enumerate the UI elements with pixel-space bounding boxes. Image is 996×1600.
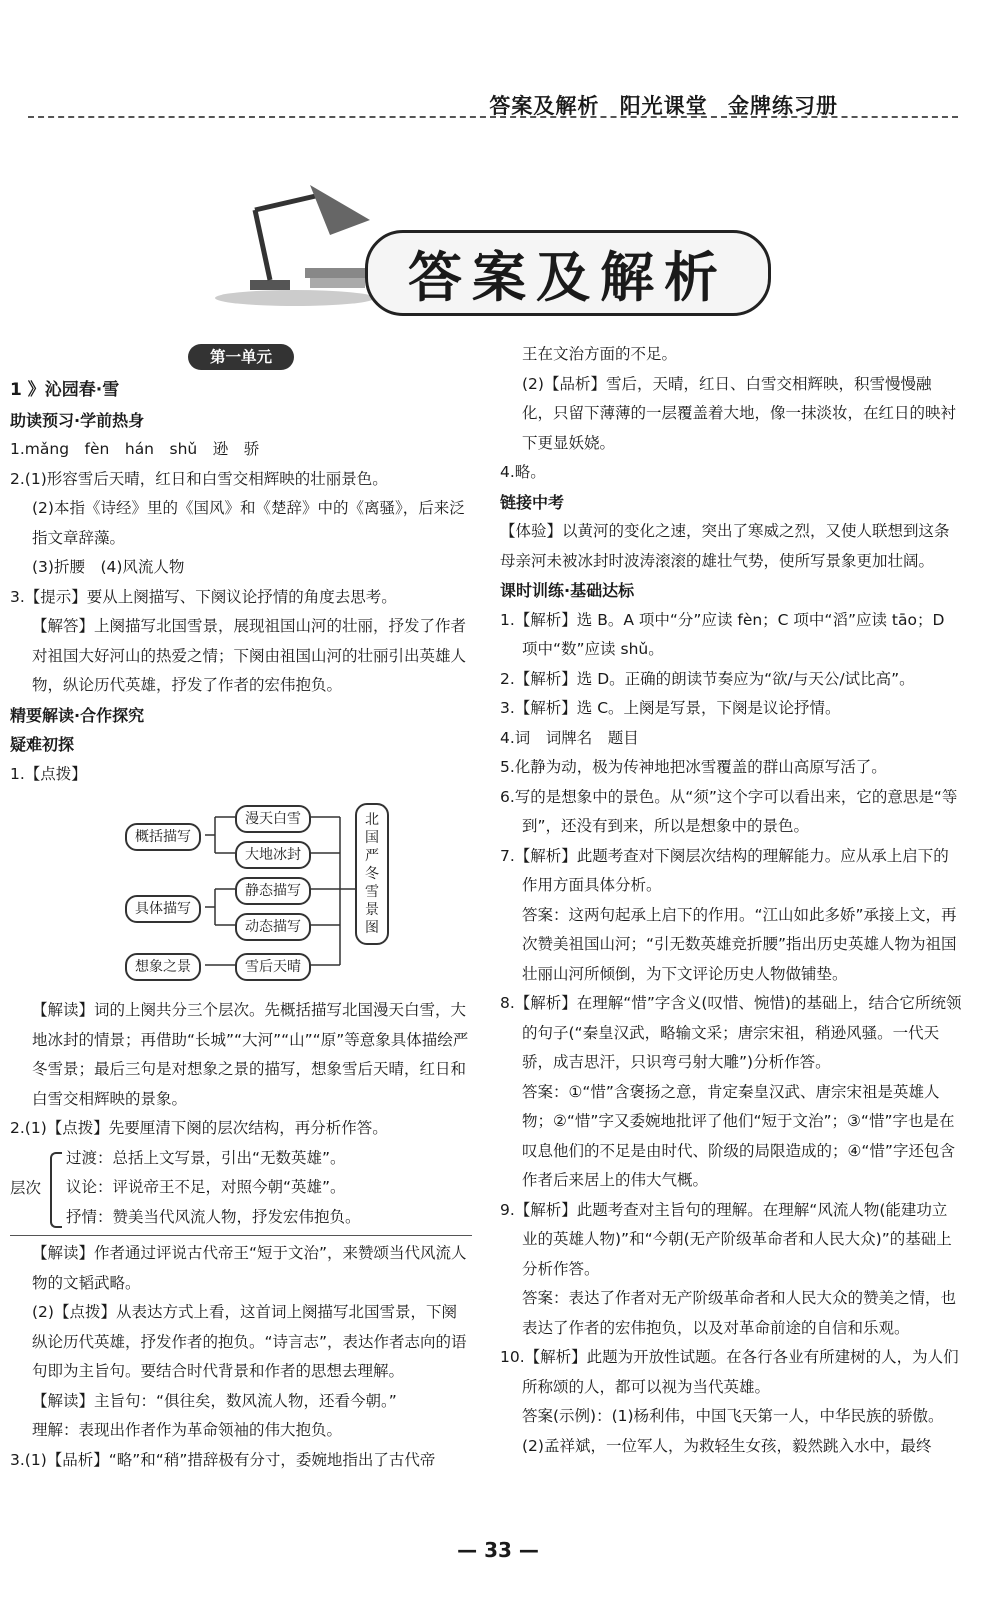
answer-line: 【解读】主旨句：“俱往矣，数风流人物，还看今朝。” <box>32 1391 397 1410</box>
diagram-node: 静态描写 <box>235 877 311 905</box>
answer-line: 3.【解析】选 C。上阕是写景，下阕是议论抒情。 <box>500 699 841 717</box>
answer-line: 【体验】以黄河的变化之速，突出了寒威之烈，又使人联想到这条母亲河未被冰封时波涛滚滚的雄壮气势，使所写景象更加壮阔。 <box>500 522 950 570</box>
section-heading: 课时训练·基础达标 <box>500 581 635 600</box>
answer-line: 答案：表达了作者对无产阶级革命者和人民大众的赞美之情，也表达了作者的宏伟抱负，以及对革命前途的自信和乐观。 <box>522 1289 957 1337</box>
answer-line: 答案：①“惜”含褒扬之意，肯定秦皇汉武、唐宗宋祖是英雄人物；②“惜”字又委婉地批评了他们“短于文治”；③“惜”字也是在叹息他们的不足是由时代、阶级的局限造成的；④“惜”字还包含作者后来居上的伟大气概。 <box>522 1082 955 1189</box>
answer-line: 5.化静为动，极为传神地把冰雪覆盖的群山高原写活了。 <box>500 758 887 776</box>
hero-title: 答案及解析 <box>365 230 771 316</box>
layer-item: 过渡：总括上文写景，引出“无数英雄”。 <box>66 1148 346 1167</box>
answer-line: (2)本指《诗经》里的《国风》和《楚辞》中的《离骚》，后来泛指文章辞藻。 <box>32 499 465 547</box>
answer-line: (3)折腰 (4)风流人物 <box>32 558 185 576</box>
answer-line: 答案：这两句起承上启下的作用。“江山如此多娇”承接上文，再次赞美祖国山河；“引无数英雄竞折腰”指出历史英雄人物为祖国壮丽山河所倾倒，为下文评论历史人物做铺垫。 <box>522 905 957 983</box>
answer-line: 3.【提示】要从上阕描写、下阕议论抒情的角度去思考。 <box>10 587 397 606</box>
diagram-node: 动态描写 <box>235 913 311 941</box>
answer-line: 理解：表现出作者作为革命领袖的伟大抱负。 <box>32 1421 343 1439</box>
hero-banner <box>200 180 800 320</box>
diagram-node-title: 北国严冬雪景图 <box>355 803 389 945</box>
section-heading: 链接中考 <box>500 492 565 512</box>
answer-line: 4.略。 <box>500 463 546 481</box>
header-title-series: 阳光课堂 <box>619 94 708 118</box>
answer-line: 2.【解析】选 D。正确的朗读节奏应为“欲/与天公/试比高”。 <box>500 669 915 688</box>
header-titles <box>477 90 838 120</box>
answer-line: 2.(1)形容雪后天晴，红日和白雪交相辉映的壮丽景色。 <box>10 469 388 488</box>
page-number: — 33 — <box>457 1538 539 1562</box>
page-header <box>28 90 958 124</box>
brace <box>50 1152 62 1228</box>
diagram-node: 想象之景 <box>125 953 201 981</box>
divider <box>10 1235 472 1236</box>
answer-line: 1.【点拨】 <box>10 764 87 783</box>
answer-line: 答案(示例)：(1)杨利伟，中国飞天第一人，中华民族的骄傲。 <box>522 1407 944 1425</box>
answer-line: (2)【品析】雪后，天晴，红日、白雪交相辉映，积雪慢慢融化，只留下薄薄的一层覆盖着大地，像一抹淡妆，在红日的映衬下更显妖娆。 <box>522 374 957 452</box>
answer-line: 7.【解析】此题考查对下阕层次结构的理解能力。应从承上启下的作用方面具体分析。 <box>500 846 949 894</box>
layer-item: 议论：评说帝王不足，对照今朝“英雄”。 <box>66 1178 346 1196</box>
layer-label: 层次 <box>10 1178 42 1197</box>
answer-line: 6.写的是想象中的景色。从“须”这个字可以看出来，它的意思是“等到”，还没有到来，所以是想象中的景色。 <box>500 787 958 835</box>
answer-line: 2.(1)【点拨】先要厘清下阕的层次结构，再分析作答。 <box>10 1119 388 1137</box>
answer-line: 3.(1)【品析】“略”和“稍”措辞极有分寸，委婉地指出了古代帝 <box>10 1450 436 1469</box>
answer-line: 王在文治方面的不足。 <box>522 345 678 363</box>
answer-line: 【解读】作者通过评说古代帝王“短于文治”，来赞颂当代风流人物的文韬武略。 <box>32 1244 467 1292</box>
lesson-title: 1 》沁园春·雪 <box>10 380 120 400</box>
answer-line: 【解读】词的上阕共分三个层次。先概括描写北国漫天白雪，大地冰封的情景；再借助“长城”“大河”“山”“原”等意象具体描绘严冬雪景；最后三句是对想象之景的描写，想象雪后天晴，红日和白雪交相辉映的景象。 <box>32 1001 469 1108</box>
structure-diagram <box>10 793 472 988</box>
diagram-node: 大地冰封 <box>235 841 311 869</box>
diagram-node: 漫天白雪 <box>235 805 311 833</box>
right-column <box>500 340 962 1461</box>
answer-line: 【解答】上阕描写北国雪景，展现祖国山河的壮丽，抒发了作者对祖国大好河山的热爱之情；下阕由祖国山河的壮丽引出英雄人物，纵论历代英雄，抒发了作者的宏伟抱负。 <box>32 617 467 694</box>
header-title-book: 金牌练习册 <box>728 94 838 118</box>
diagram-node: 具体描写 <box>125 895 201 923</box>
left-column <box>10 340 472 1475</box>
section-heading: 助读预习·学前热身 <box>10 410 145 430</box>
layer-structure <box>10 1144 472 1233</box>
subsection-heading: 疑难初探 <box>10 735 75 754</box>
desk-lamp-icon <box>210 180 380 310</box>
answer-line: 1.mǎng fèn hán shǔ 逊 骄 <box>10 440 260 458</box>
layer-item: 抒情：赞美当代风流人物，抒发宏伟抱负。 <box>66 1207 361 1226</box>
header-title-answers: 答案及解析 <box>489 94 600 118</box>
answer-line: 4.词 词牌名 题目 <box>500 728 639 747</box>
answer-line: 10.【解析】此题为开放性试题。在各行各业有所建树的人，为人们所称颂的人，都可以视为当代英雄。 <box>500 1348 959 1396</box>
diagram-node: 概括描写 <box>125 823 201 851</box>
answer-line: 8.【解析】在理解“惜”字含义(叹惜、惋惜)的基础上，结合它所统领的句子(“秦皇汉武，略输文采；唐宗宋祖，稍逊风骚。一代天骄，成吉思汗，只识弯弓射大雕”)分析作答。 <box>500 994 962 1071</box>
answer-line: 1.【解析】选 B。A 项中“分”应读 fèn；C 项中“滔”应读 tāo；D 项中“数”应读 shǔ。 <box>500 610 945 658</box>
diagram-node: 雪后天晴 <box>235 953 311 981</box>
section-heading: 精要解读·合作探究 <box>10 705 145 725</box>
answer-line: (2)【点拨】从表达方式上看，这首词上阕描写北国雪景，下阕纵论历代英雄，抒发作者的抱负。“诗言志”，表达作者志向的语句即为主旨句。要结合时代背景和作者的思想去理解。 <box>32 1303 467 1380</box>
answer-line: (2)孟祥斌，一位军人，为救轻生女孩，毅然跳入水中，最终 <box>522 1436 932 1455</box>
unit-badge: 第一单元 <box>10 344 472 370</box>
answer-line: 9.【解析】此题考查对主旨句的理解。在理解“风流人物(能建功立业的英雄人物)”和“今朝(无产阶级革命者和人民大众)”的基础上分析作答。 <box>500 1200 952 1278</box>
